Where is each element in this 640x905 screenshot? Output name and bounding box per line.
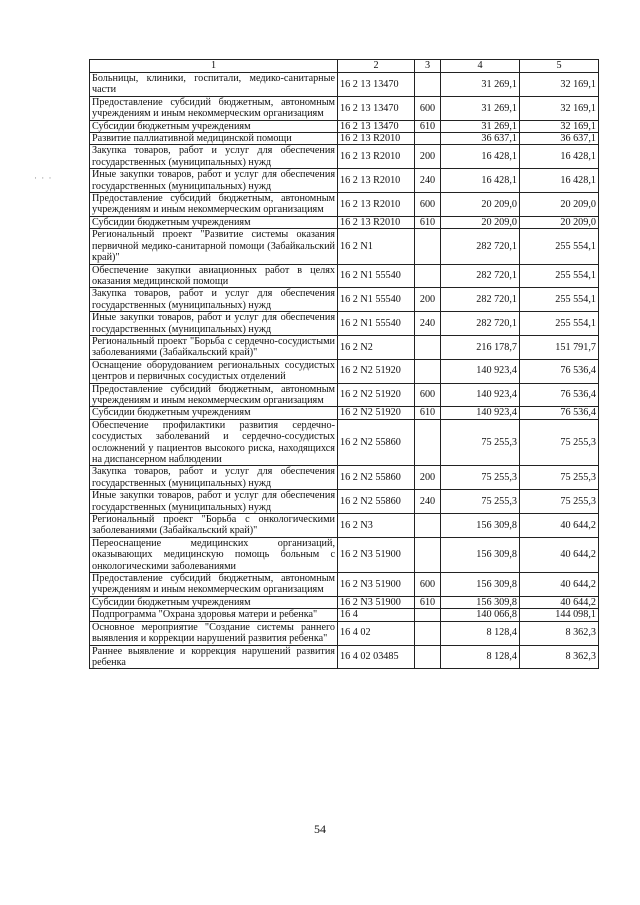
row-type-cell: 200 xyxy=(415,145,441,169)
row-value-2021-cell: 16 428,1 xyxy=(520,145,599,169)
row-value-2020-cell: 216 178,7 xyxy=(441,335,520,359)
table-row xyxy=(90,73,599,97)
row-value-2020-cell: 31 269,1 xyxy=(441,73,520,97)
row-value-2021-cell: 255 554,1 xyxy=(520,229,599,264)
row-value-2020-cell: 36 637,1 xyxy=(441,133,520,145)
row-value-2021-cell: 76 536,4 xyxy=(520,383,599,407)
row-type-cell xyxy=(415,621,441,645)
table-row xyxy=(90,383,599,407)
row-value-2020-cell: 16 428,1 xyxy=(441,145,520,169)
row-value-2020-cell: 31 269,1 xyxy=(441,96,520,120)
row-value-2021-cell: 32 169,1 xyxy=(520,96,599,120)
row-code-cell: 16 2 13 R2010 xyxy=(338,193,415,217)
row-code-cell: 16 2 N2 51920 xyxy=(338,359,415,383)
row-code-cell: 16 2 N1 55540 xyxy=(338,264,415,288)
table-row xyxy=(90,133,599,145)
row-value-2021-cell: 40 644,2 xyxy=(520,537,599,572)
row-value-2021-cell: 75 255,3 xyxy=(520,490,599,514)
row-name-cell: Подпрограмма "Охрана здоровья матери и ребенка" xyxy=(90,609,338,621)
row-name-cell: Развитие паллиативной медицинской помощи xyxy=(90,133,338,145)
column-header: 4 xyxy=(441,60,520,73)
row-code-cell: 16 2 N2 51920 xyxy=(338,383,415,407)
table-row xyxy=(90,264,599,288)
row-type-cell: 200 xyxy=(415,466,441,490)
row-value-2020-cell: 20 209,0 xyxy=(441,193,520,217)
row-value-2020-cell: 282 720,1 xyxy=(441,312,520,336)
row-type-cell xyxy=(415,359,441,383)
row-name-cell: Оснащение оборудованием региональных сосудистых центров и первичных сосудистых отделений xyxy=(90,359,338,383)
table-row xyxy=(90,193,599,217)
row-value-2021-cell: 8 362,3 xyxy=(520,645,599,669)
row-code-cell: 16 2 N2 55860 xyxy=(338,419,415,466)
row-value-2020-cell: 140 923,4 xyxy=(441,383,520,407)
row-code-cell: 16 2 13 13470 xyxy=(338,73,415,97)
row-code-cell: 16 2 N3 51900 xyxy=(338,537,415,572)
row-type-cell: 610 xyxy=(415,120,441,132)
row-name-cell: Больницы, клиники, госпитали, медико-санитарные части xyxy=(90,73,338,97)
row-name-cell: Региональный проект "Борьба с онкологическими заболеваниями (Забайкальский край)" xyxy=(90,514,338,538)
table-row xyxy=(90,120,599,132)
row-value-2020-cell: 156 309,8 xyxy=(441,573,520,597)
table-body xyxy=(90,73,599,669)
row-value-2021-cell: 255 554,1 xyxy=(520,264,599,288)
row-value-2021-cell: 75 255,3 xyxy=(520,466,599,490)
row-code-cell: 16 2 N3 51900 xyxy=(338,573,415,597)
row-value-2021-cell: 32 169,1 xyxy=(520,120,599,132)
table-row xyxy=(90,288,599,312)
row-name-cell: Закупка товаров, работ и услуг для обеспечения государственных (муниципальных) нужд xyxy=(90,466,338,490)
table-row xyxy=(90,359,599,383)
row-code-cell: 16 2 N2 xyxy=(338,335,415,359)
row-type-cell: 240 xyxy=(415,169,441,193)
row-code-cell: 16 2 N3 51900 xyxy=(338,596,415,608)
table-row xyxy=(90,312,599,336)
row-name-cell: Субсидии бюджетным учреждениям xyxy=(90,120,338,132)
row-type-cell xyxy=(415,335,441,359)
row-value-2020-cell: 75 255,3 xyxy=(441,466,520,490)
row-value-2021-cell: 40 644,2 xyxy=(520,596,599,608)
table-row xyxy=(90,573,599,597)
row-value-2021-cell: 76 536,4 xyxy=(520,407,599,419)
row-name-cell: Обеспечение закупки авиационных работ в целях оказания медицинской помощи xyxy=(90,264,338,288)
margin-mark: · · · xyxy=(34,173,53,183)
row-type-cell: 240 xyxy=(415,312,441,336)
row-code-cell: 16 2 N1 55540 xyxy=(338,312,415,336)
row-value-2020-cell: 282 720,1 xyxy=(441,288,520,312)
column-header: 5 xyxy=(520,60,599,73)
table-header-row xyxy=(90,60,599,73)
row-type-cell: 600 xyxy=(415,383,441,407)
row-value-2021-cell: 76 536,4 xyxy=(520,359,599,383)
row-code-cell: 16 2 N2 55860 xyxy=(338,466,415,490)
row-type-cell: 240 xyxy=(415,490,441,514)
row-type-cell xyxy=(415,419,441,466)
table-row xyxy=(90,229,599,264)
row-name-cell: Субсидии бюджетным учреждениям xyxy=(90,596,338,608)
row-type-cell xyxy=(415,609,441,621)
row-code-cell: 16 2 13 R2010 xyxy=(338,133,415,145)
row-value-2020-cell: 156 309,8 xyxy=(441,596,520,608)
row-value-2020-cell: 156 309,8 xyxy=(441,514,520,538)
table-row xyxy=(90,596,599,608)
row-type-cell: 600 xyxy=(415,193,441,217)
row-name-cell: Предоставление субсидий бюджетным, автономным учреждениям и иным некоммерческим организациям xyxy=(90,573,338,597)
row-name-cell: Иные закупки товаров, работ и услуг для обеспечения государственных (муниципальных) нужд xyxy=(90,490,338,514)
row-value-2020-cell: 140 923,4 xyxy=(441,407,520,419)
row-name-cell: Предоставление субсидий бюджетным, автономным учреждениям и иным некоммерческим организациям xyxy=(90,383,338,407)
row-type-cell: 610 xyxy=(415,596,441,608)
row-value-2020-cell: 16 428,1 xyxy=(441,169,520,193)
row-name-cell: Субсидии бюджетным учреждениям xyxy=(90,407,338,419)
row-value-2021-cell: 40 644,2 xyxy=(520,573,599,597)
table-row xyxy=(90,169,599,193)
row-value-2021-cell: 75 255,3 xyxy=(520,419,599,466)
row-type-cell: 600 xyxy=(415,96,441,120)
table-row xyxy=(90,609,599,621)
row-value-2021-cell: 255 554,1 xyxy=(520,288,599,312)
row-value-2020-cell: 75 255,3 xyxy=(441,419,520,466)
row-value-2020-cell: 156 309,8 xyxy=(441,537,520,572)
row-type-cell: 200 xyxy=(415,288,441,312)
row-type-cell: 600 xyxy=(415,573,441,597)
row-type-cell xyxy=(415,537,441,572)
table-row xyxy=(90,419,599,466)
row-type-cell: 610 xyxy=(415,407,441,419)
row-name-cell: Раннее выявление и коррекция нарушений развития ребенка xyxy=(90,645,338,669)
row-type-cell xyxy=(415,645,441,669)
row-type-cell xyxy=(415,73,441,97)
row-name-cell: Закупка товаров, работ и услуг для обеспечения государственных (муниципальных) нужд xyxy=(90,145,338,169)
row-value-2020-cell: 140 923,4 xyxy=(441,359,520,383)
table-row xyxy=(90,335,599,359)
row-name-cell: Закупка товаров, работ и услуг для обеспечения государственных (муниципальных) нужд xyxy=(90,288,338,312)
row-name-cell: Предоставление субсидий бюджетным, автономным учреждениям и иным некоммерческим организациям xyxy=(90,193,338,217)
table-row xyxy=(90,490,599,514)
row-code-cell: 16 2 N2 51920 xyxy=(338,407,415,419)
row-code-cell: 16 2 N2 55860 xyxy=(338,490,415,514)
row-code-cell: 16 2 13 13470 xyxy=(338,96,415,120)
row-value-2020-cell: 75 255,3 xyxy=(441,490,520,514)
row-name-cell: Переоснащение медицинских организаций, оказывающих медицинскую помощь больным с онкологическими заболеваниями xyxy=(90,537,338,572)
row-code-cell: 16 4 02 03485 xyxy=(338,645,415,669)
row-name-cell: Иные закупки товаров, работ и услуг для обеспечения государственных (муниципальных) нужд xyxy=(90,312,338,336)
row-value-2020-cell: 282 720,1 xyxy=(441,264,520,288)
table-row xyxy=(90,407,599,419)
row-value-2021-cell: 20 209,0 xyxy=(520,193,599,217)
budget-table xyxy=(89,59,599,669)
table-row xyxy=(90,145,599,169)
column-header: 1 xyxy=(90,60,338,73)
row-value-2021-cell: 20 209,0 xyxy=(520,216,599,228)
row-code-cell: 16 4 xyxy=(338,609,415,621)
page-number: 54 xyxy=(314,822,326,836)
row-value-2021-cell: 36 637,1 xyxy=(520,133,599,145)
row-type-cell xyxy=(415,514,441,538)
table-row xyxy=(90,514,599,538)
row-value-2020-cell: 8 128,4 xyxy=(441,645,520,669)
table-row xyxy=(90,621,599,645)
row-type-cell xyxy=(415,229,441,264)
row-name-cell: Иные закупки товаров, работ и услуг для обеспечения государственных (муниципальных) нужд xyxy=(90,169,338,193)
row-name-cell: Обеспечение профилактики развития сердечно-сосудистых заболеваний и сердечно-сосудистых осложнений у пациентов высокого риска, находящихся на диспансерном наблюдении xyxy=(90,419,338,466)
column-header: 2 xyxy=(338,60,415,73)
row-value-2021-cell: 144 098,1 xyxy=(520,609,599,621)
row-value-2021-cell: 40 644,2 xyxy=(520,514,599,538)
row-name-cell: Предоставление субсидий бюджетным, автономным учреждениям и иным некоммерческим организациям xyxy=(90,96,338,120)
row-value-2021-cell: 32 169,1 xyxy=(520,73,599,97)
row-value-2021-cell: 255 554,1 xyxy=(520,312,599,336)
row-code-cell: 16 2 N1 xyxy=(338,229,415,264)
row-value-2021-cell: 8 362,3 xyxy=(520,621,599,645)
row-code-cell: 16 2 13 R2010 xyxy=(338,169,415,193)
row-code-cell: 16 2 N1 55540 xyxy=(338,288,415,312)
row-code-cell: 16 2 N3 xyxy=(338,514,415,538)
row-type-cell xyxy=(415,133,441,145)
row-value-2021-cell: 16 428,1 xyxy=(520,169,599,193)
row-code-cell: 16 4 02 xyxy=(338,621,415,645)
row-value-2020-cell: 282 720,1 xyxy=(441,229,520,264)
row-type-cell xyxy=(415,264,441,288)
table-row xyxy=(90,96,599,120)
row-code-cell: 16 2 13 R2010 xyxy=(338,216,415,228)
row-code-cell: 16 2 13 13470 xyxy=(338,120,415,132)
row-value-2021-cell: 151 791,7 xyxy=(520,335,599,359)
row-name-cell: Региональный проект "Борьба с сердечно-сосудистыми заболеваниями (Забайкальский край)" xyxy=(90,335,338,359)
table-row xyxy=(90,466,599,490)
row-value-2020-cell: 140 066,8 xyxy=(441,609,520,621)
table-row xyxy=(90,537,599,572)
row-value-2020-cell: 8 128,4 xyxy=(441,621,520,645)
row-code-cell: 16 2 13 R2010 xyxy=(338,145,415,169)
column-header: 3 xyxy=(415,60,441,73)
row-name-cell: Региональный проект "Развитие системы оказания первичной медико-санитарной помощи (Забайкальский край)" xyxy=(90,229,338,264)
table-row xyxy=(90,216,599,228)
row-value-2020-cell: 20 209,0 xyxy=(441,216,520,228)
row-value-2020-cell: 31 269,1 xyxy=(441,120,520,132)
table-row xyxy=(90,645,599,669)
row-type-cell: 610 xyxy=(415,216,441,228)
row-name-cell: Основное мероприятие "Создание системы раннего выявления и коррекции нарушений развития ребенка" xyxy=(90,621,338,645)
row-name-cell: Субсидии бюджетным учреждениям xyxy=(90,216,338,228)
